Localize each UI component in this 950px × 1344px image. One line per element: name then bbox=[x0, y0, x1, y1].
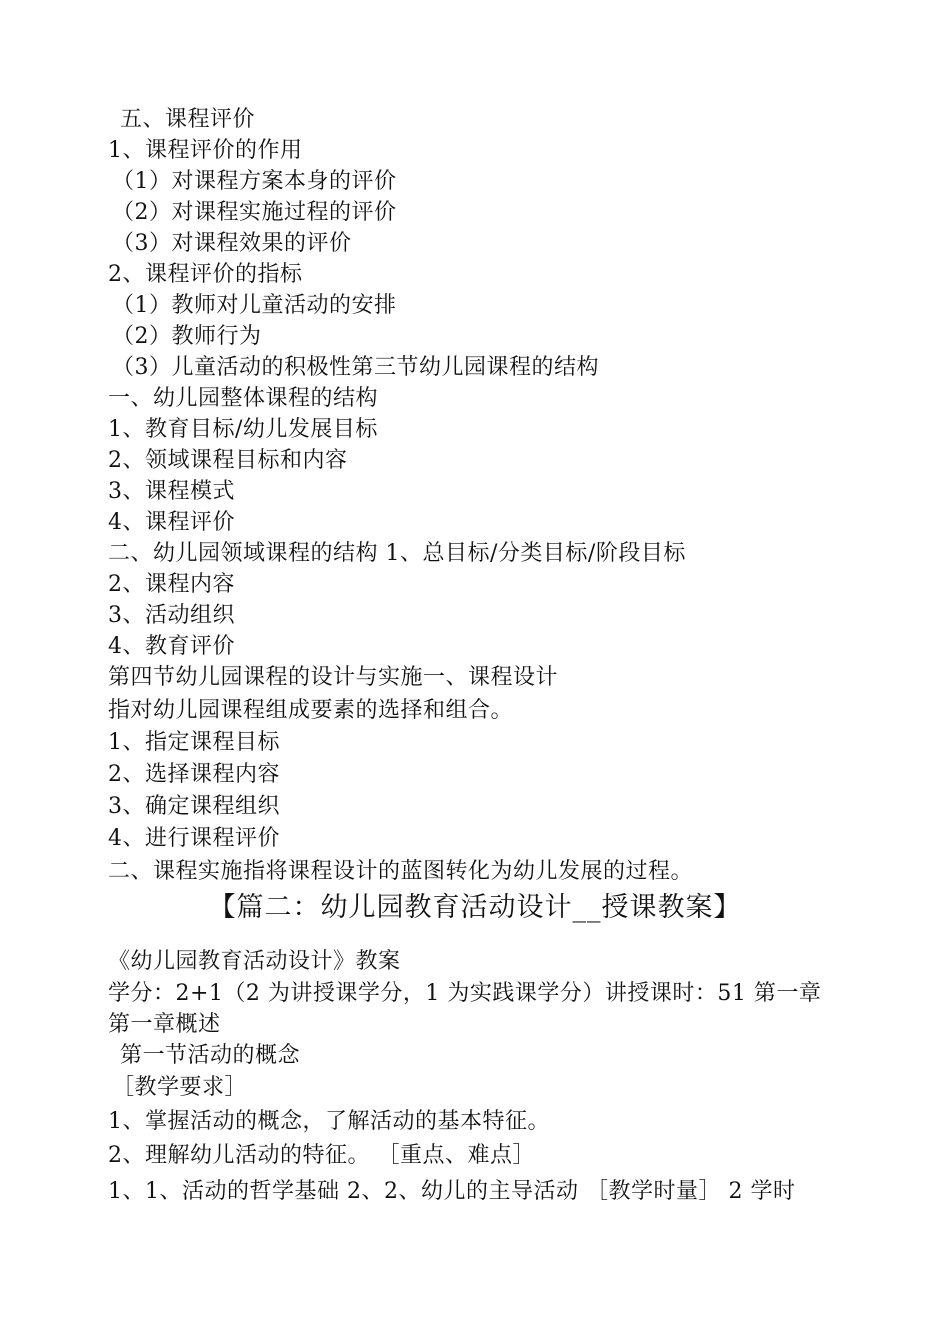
text-line: （2）教师行为 bbox=[112, 324, 262, 349]
text-line: 4、进行课程评价 bbox=[108, 826, 280, 851]
text-line: （1）教师对儿童活动的安排 bbox=[112, 293, 397, 318]
text-line: 4、课程评价 bbox=[108, 510, 235, 535]
text-line: 第四节幼儿园课程的设计与实施一、课程设计 bbox=[108, 665, 559, 690]
text-line: 3、确定课程组织 bbox=[108, 794, 280, 819]
text-line: （3）对课程效果的评价 bbox=[112, 231, 352, 256]
text-line: 2、理解幼儿活动的特征。 ［重点、难点］ bbox=[108, 1143, 535, 1168]
text-line: 1、教育目标/幼儿发展目标 bbox=[108, 417, 378, 442]
text-line: 二、幼儿园领域课程的结构 1、总目标/分类目标/阶段目标 bbox=[108, 541, 686, 566]
text-line: 1、指定课程目标 bbox=[108, 730, 280, 755]
text-line: 学分：2+1（2 为讲授课学分，1 为实践课学分）讲授课时：51 第一章 bbox=[108, 981, 822, 1006]
text-line: 3、课程模式 bbox=[108, 479, 235, 504]
text-line: ［教学要求］ bbox=[112, 1075, 248, 1100]
text-line: 2、课程评价的指标 bbox=[108, 262, 303, 287]
text-line: （3）儿童活动的积极性第三节幼儿园课程的结构 bbox=[112, 355, 599, 380]
text-line: 五、课程评价 bbox=[120, 107, 256, 132]
text-line: 3、活动组织 bbox=[108, 603, 235, 628]
text-line: 《幼儿园教育活动设计》教案 bbox=[108, 949, 401, 974]
text-line: 1、课程评价的作用 bbox=[108, 138, 303, 163]
text-line: （2）对课程实施过程的评价 bbox=[112, 200, 397, 225]
text-line: 2、领域课程目标和内容 bbox=[108, 448, 348, 473]
section-heading: 【篇二：幼儿园教育活动设计__授课教案】 bbox=[208, 892, 742, 923]
text-line: 二、课程实施指将课程设计的蓝图转化为幼儿发展的过程。 bbox=[108, 859, 694, 884]
text-line: 一、幼儿园整体课程的结构 bbox=[108, 386, 379, 411]
text-line: （1）对课程方案本身的评价 bbox=[112, 169, 397, 194]
text-line: 1、掌握活动的概念，了解活动的基本特征。 bbox=[108, 1109, 550, 1134]
text-line: 2、课程内容 bbox=[108, 572, 235, 597]
text-line: 2、选择课程内容 bbox=[108, 762, 280, 787]
text-line: 4、教育评价 bbox=[108, 634, 235, 659]
text-line: 第一节活动的概念 bbox=[120, 1043, 301, 1068]
text-line: 第一章概述 bbox=[108, 1012, 221, 1037]
text-line: 1、1、活动的哲学基础 2、2、幼儿的主导活动 ［教学时量］ 2 学时 bbox=[108, 1179, 796, 1204]
text-line: 指对幼儿园课程组成要素的选择和组合。 bbox=[108, 698, 514, 723]
